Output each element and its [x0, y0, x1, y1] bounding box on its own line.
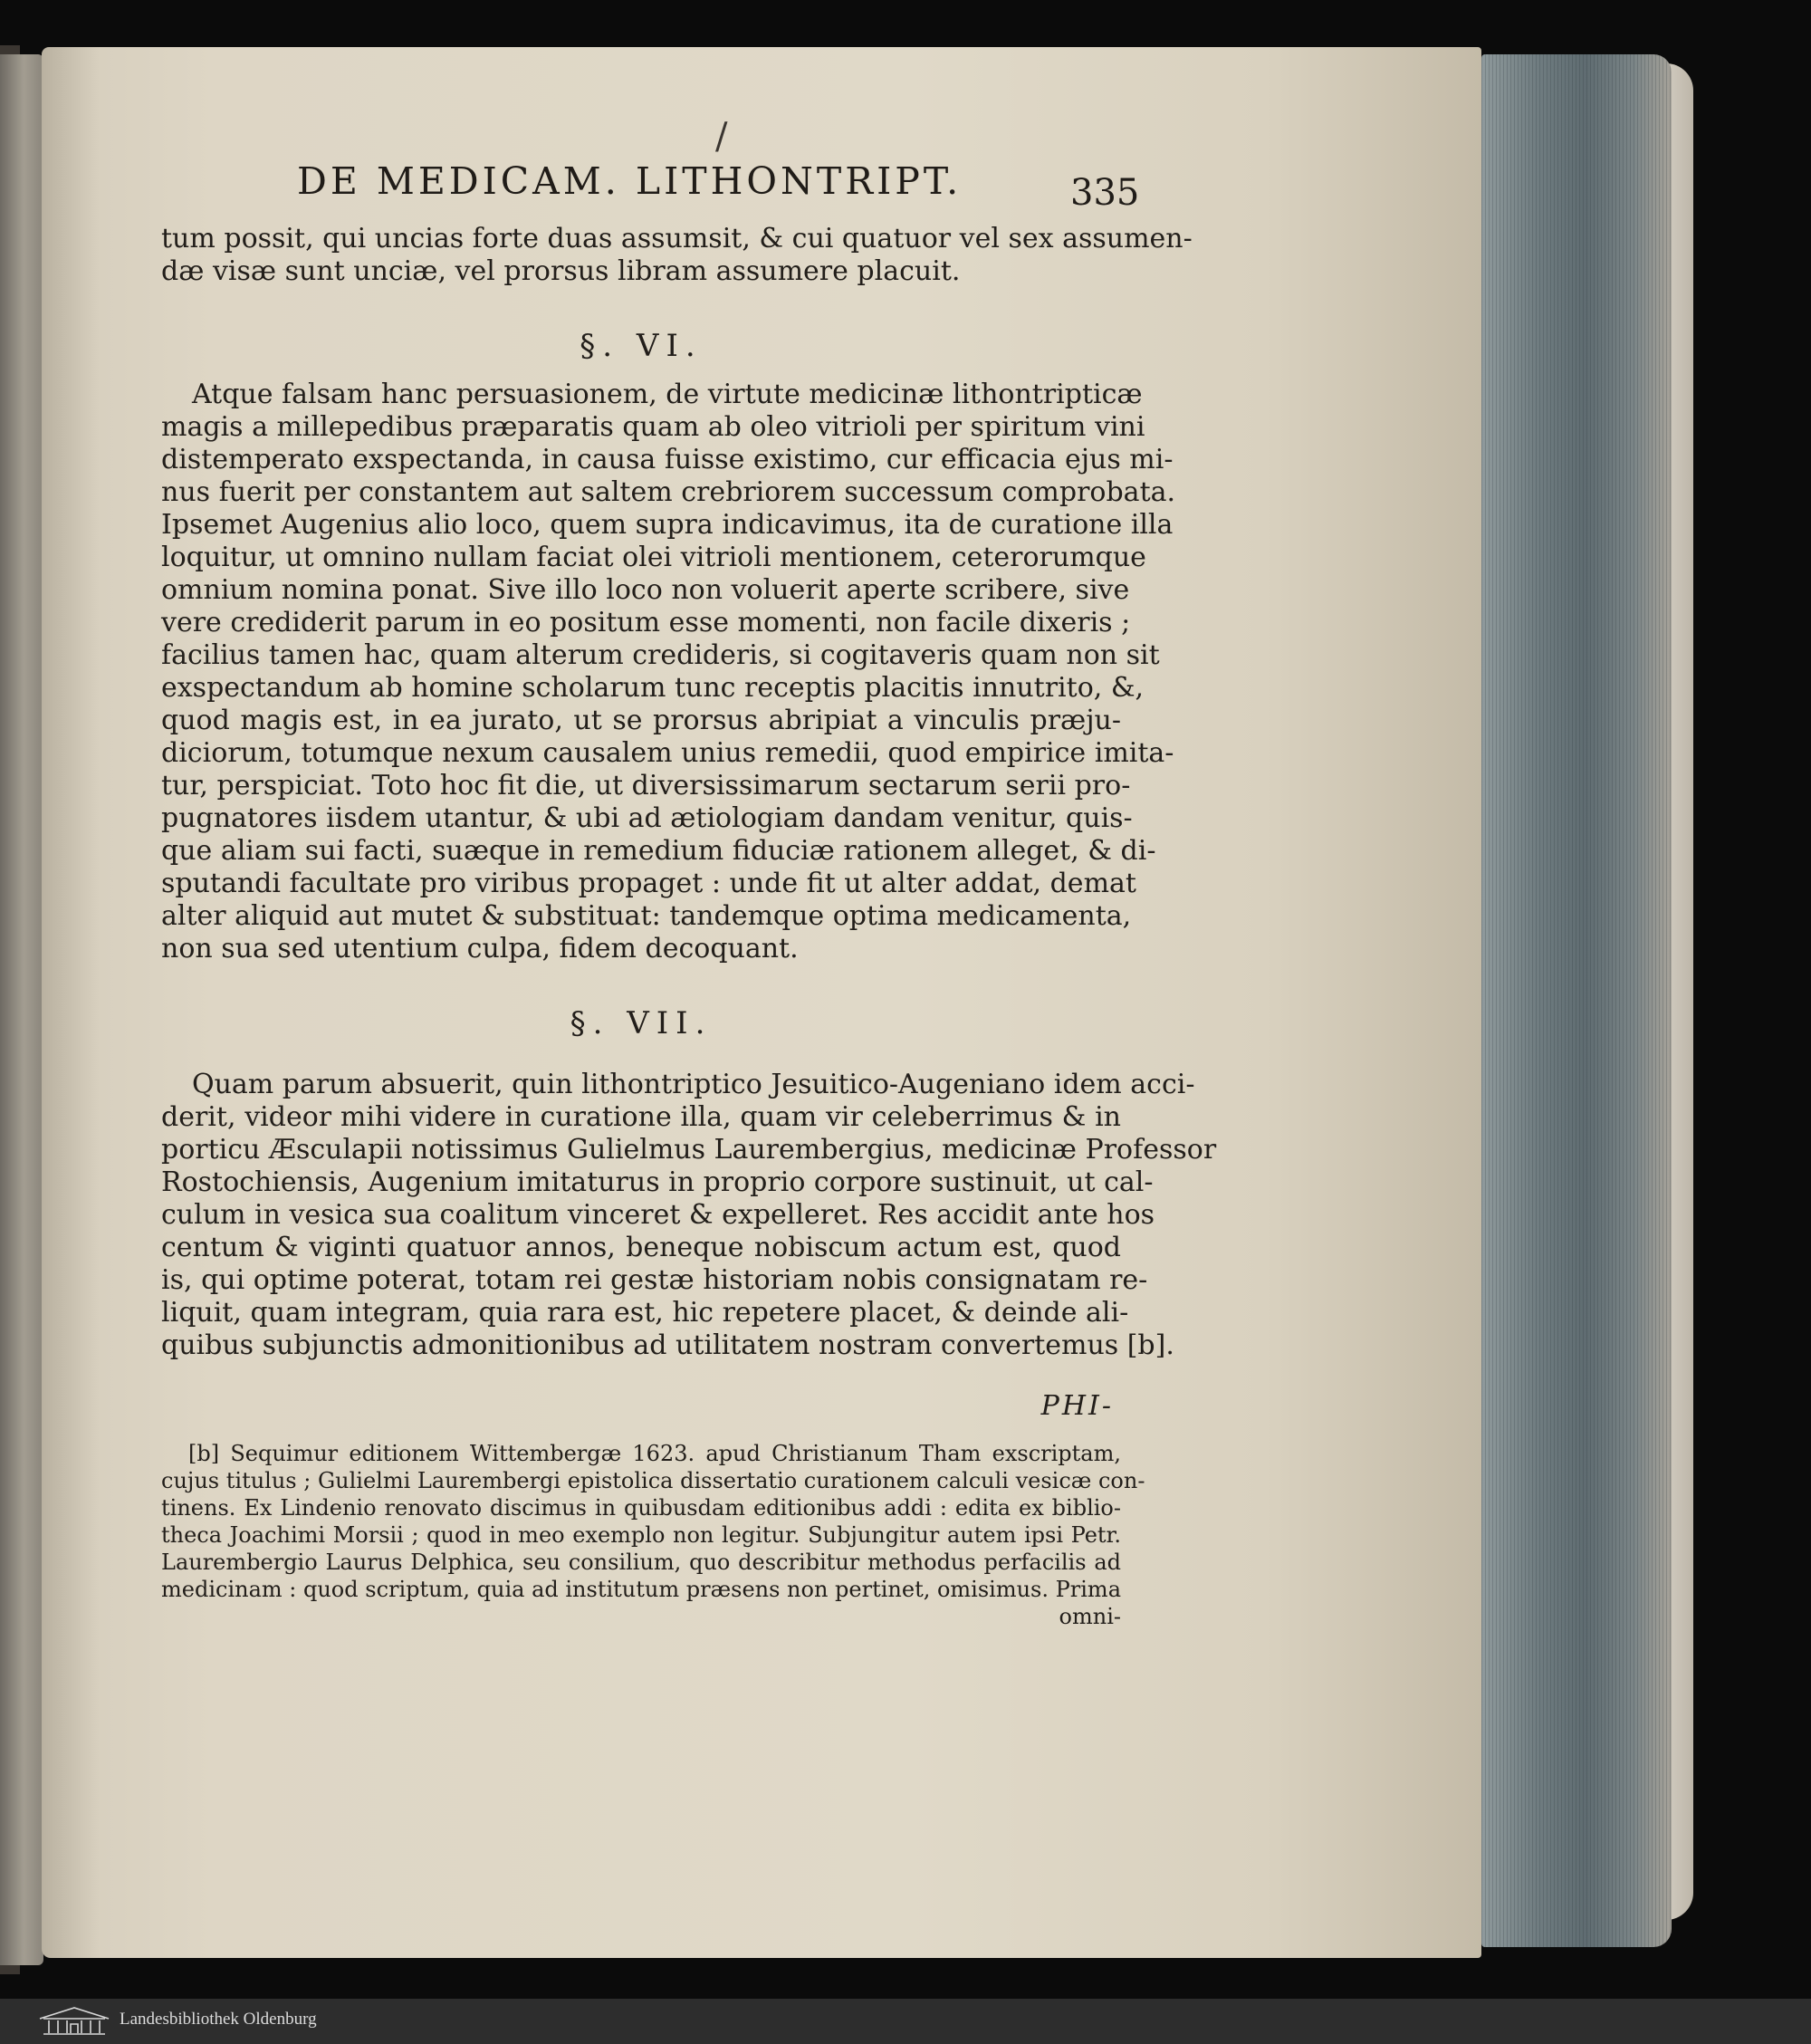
- text-line: magis a millepedibus præparatis quam ab oleo vitrioli per spiritum vini: [161, 411, 1145, 443]
- text-line: Rostochiensis, Augenium imitaturus in proprio corpore sustinuit, ut cal-: [161, 1166, 1154, 1198]
- text-line: pugnatores iisdem utantur, & ubi ad ætiologiam dandam venitur, quis-: [161, 802, 1133, 834]
- text-line: nus fuerit per constantem aut saltem crebriorem successum comprobata.: [161, 476, 1176, 508]
- library-name: Landesbibliothek Oldenburg: [120, 2010, 317, 2029]
- text-line: dæ visæ sunt unciæ, vel prorsus libram assumere placuit.: [161, 255, 961, 287]
- text-line: non sua sed utentium culpa, fidem decoquant.: [161, 933, 799, 964]
- footnote-line: medicinam : quod scriptum, quia ad institutum præsens non pertinet, omisimus. Prima: [161, 1577, 1121, 1602]
- left-page-edge: [0, 54, 43, 1965]
- running-head: DE MEDICAM. LITHONTRIPT.: [297, 159, 963, 203]
- text-line: quod magis est, in ea jurato, ut se prorsus abripiat a vinculis præju-: [161, 705, 1121, 736]
- carryover-paragraph: [161, 223, 1193, 288]
- footnote-line: Laurembergio Laurus Delphica, seu consilium, quo describitur methodus perfacilis ad: [161, 1550, 1121, 1575]
- section-heading-vii: §. VII.: [570, 1005, 713, 1041]
- text-line: culum in vesica sua coalitum vinceret & expelleret. Res accidit ante hos: [161, 1199, 1155, 1231]
- section-heading-vi: §. VI.: [580, 328, 703, 364]
- footnote-line: tinens. Ex Lindenio renovato discimus in quibusdam editionibus addi : edita ex biblio-: [161, 1495, 1121, 1521]
- text-line: vere crediderit parum in eo positum esse momenti, non facile dixeris ;: [161, 607, 1131, 638]
- text-line: liquit, quam integram, quia rara est, hic repetere placet, & deinde ali-: [161, 1297, 1129, 1329]
- text-line: quibus subjunctis admonitionibus ad utilitatem nostram convertemus [b].: [161, 1329, 1174, 1361]
- library-building-icon: [38, 2006, 110, 2037]
- text-line: Ipsemet Augenius alio loco, quem supra indicavimus, ita de curatione illa: [161, 509, 1174, 541]
- text-line: centum & viginti quatuor annos, beneque nobiscum actum est, quod: [161, 1232, 1121, 1263]
- text-line: omnium nomina ponat. Sive illo loco non voluerit aperte scribere, sive: [161, 574, 1130, 606]
- page-block-fore-edge: [1481, 54, 1672, 1947]
- text-line: derit, videor mihi videre in curatione illa, quam vir celeberrimus & in: [161, 1101, 1121, 1133]
- text-line: tur, perspiciat. Toto hoc fit die, ut diversissimarum sectarum serii pro-: [161, 770, 1131, 801]
- text-line: Atque falsam hanc persuasionem, de virtute medicinæ lithontripticæ: [192, 379, 1143, 410]
- section-vi-paragraph: [161, 379, 1176, 965]
- text-line: que aliam sui facti, suæque in remedium fiduciæ rationem alleget, & di-: [161, 835, 1156, 867]
- text-line: loquitur, ut omnino nullam faciat olei vitrioli mentionem, ceterorumque: [161, 542, 1146, 573]
- page-number: 335: [1070, 172, 1140, 214]
- text-line: sputandi facultate pro viribus propaget : unde fit ut alter addat, demat: [161, 868, 1136, 899]
- footnote-line: theca Joachimi Morsii ; quod in meo exemplo non legitur. Subjungitur autem ipsi Petr.: [161, 1522, 1121, 1548]
- footnote-line: cujus titulus ; Gulielmi Laurembergi epistolica dissertatio curationem calculi vesicæ con-: [161, 1468, 1145, 1493]
- footnote-line: omni-: [1059, 1604, 1121, 1629]
- text-line: tum possit, qui uncias forte duas assumsit, & cui quatuor vel sex assumen-: [161, 223, 1193, 254]
- text-line: diciorum, totumque nexum causalem unius remedii, quod empirice imita-: [161, 737, 1174, 769]
- footnote-line: [b] Sequimur editionem Wittembergæ 1623. apud Christianum Tham exscriptam,: [188, 1441, 1121, 1466]
- text-line: is, qui optime poterat, totam rei gestæ historiam nobis consignatam re-: [161, 1264, 1148, 1296]
- catchword: PHI-: [1040, 1390, 1114, 1422]
- section-vii-paragraph: [161, 1069, 1217, 1362]
- text-line: porticu Æsculapii notissimus Gulielmus Laurembergius, medicinæ Professor: [161, 1134, 1217, 1166]
- library-footer-bar: [0, 1999, 1811, 2044]
- text-line: Quam parum absuerit, quin lithontriptico Jesuitico-Augeniano idem acci-: [192, 1069, 1195, 1100]
- text-line: distemperato exspectanda, in causa fuisse existimo, cur efficacia ejus mi-: [161, 444, 1174, 475]
- text-line: exspectandum ab homine scholarum tunc receptis placitis innutrito, &,: [161, 672, 1145, 704]
- pencil-mark: /: [715, 116, 728, 158]
- footnote: [161, 1440, 1145, 1630]
- text-line: alter aliquid aut mutet & substituat: tandemque optima medicamenta,: [161, 900, 1132, 932]
- text-line: facilius tamen hac, quam alterum credideris, si cogitaveris quam non sit: [161, 639, 1160, 671]
